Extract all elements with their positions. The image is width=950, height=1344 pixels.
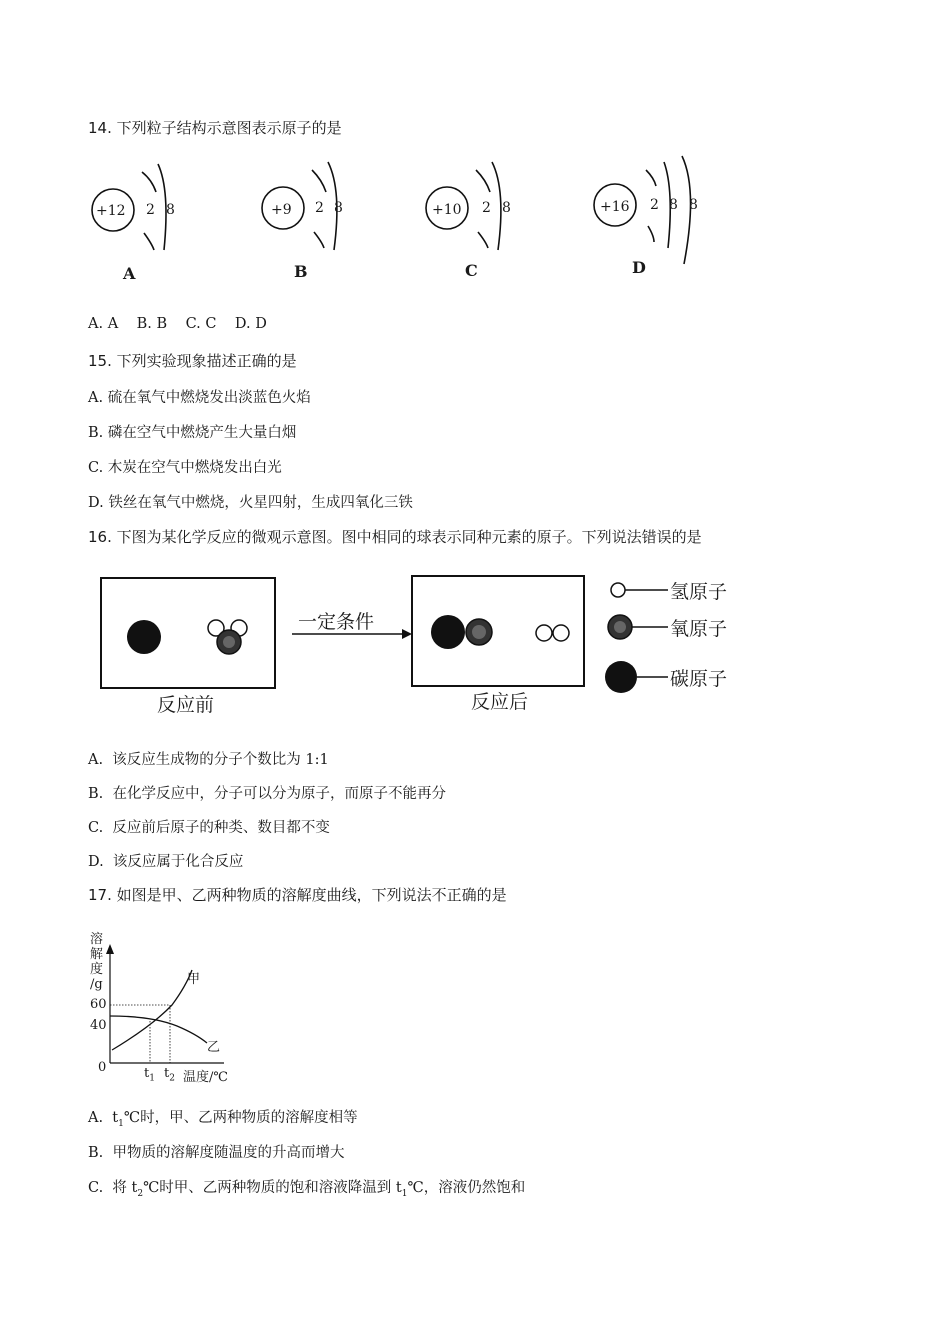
q14-choices: A. A B. B C. C D. D <box>88 316 267 332</box>
hydrogen-atom <box>536 625 552 641</box>
atom-d <box>600 196 630 215</box>
q14-stem: 14. 下列粒子结构示意图表示原子的是 <box>88 119 342 137</box>
shell-1: 2 <box>482 200 491 216</box>
arrow-head <box>402 629 412 639</box>
q16-option-d: D. 该反应属于化合反应 <box>88 854 244 870</box>
y-axis-label <box>90 932 106 992</box>
q16-option-b: B. 在化学反应中，分子可以分为原子，而原子不能再分 <box>88 786 446 802</box>
legend-carbon-label: 碳原子 <box>670 668 728 690</box>
q15-option-b: B. 磷在空气中燃烧产生大量白烟 <box>88 425 297 441</box>
y-axis-label-char: 溶 <box>90 932 104 947</box>
atom-a <box>96 200 126 219</box>
arrow-condition-label: 一定条件 <box>298 611 375 633</box>
q17-option-c: C. 将 $t_2℃$时甲、乙两种物质的饱和溶液降温到 $t_1℃$，溶液仍然饱和 <box>88 1180 526 1199</box>
series-jia-label: 甲 <box>187 972 201 987</box>
shell-2: 8 <box>502 200 511 216</box>
shell-1: 2 <box>146 202 155 218</box>
q17-option-b: B. 甲物质的溶解度随温度的升高而增大 <box>88 1145 345 1161</box>
atom-label: D <box>632 258 646 277</box>
before-box <box>101 578 275 688</box>
oxygen-atom-core <box>223 636 235 648</box>
atom-label: A <box>123 264 136 283</box>
y-tick-60: 60 <box>90 997 107 1012</box>
q17-stem: 17. 如图是甲、乙两种物质的溶解度曲线，下列说法不正确的是 <box>88 886 507 904</box>
nucleus-charge: +12 <box>96 203 126 219</box>
nucleus-charge: +9 <box>271 202 292 218</box>
y-axis-label-char: /g <box>90 977 103 992</box>
q16-stem: 16. 下图为某化学反应的微观示意图。图中相同的球表示同种元素的原子。下列说法错误的是 <box>88 528 702 546</box>
q16-option-a: A. 该反应生成物的分子个数比为 1:1 <box>88 752 329 768</box>
shell-2: 8 <box>166 202 175 218</box>
oxygen-atom-core <box>472 625 486 639</box>
before-label: 反应前 <box>157 694 215 716</box>
legend-hydrogen-label: 氢原子 <box>670 581 728 603</box>
y-axis-label-char: 度 <box>90 962 104 977</box>
nucleus-charge: +16 <box>600 199 630 215</box>
shell-3: 8 <box>689 197 698 213</box>
q16-option-c: C. 反应前后原子的种类、数目都不变 <box>88 820 330 836</box>
q15-option-c: C. 木炭在空气中燃烧发出白光 <box>88 460 282 476</box>
legend-carbon-circle <box>605 661 637 693</box>
carbon-atom <box>431 615 465 649</box>
after-label: 反应后 <box>471 691 529 713</box>
shell-2: 8 <box>334 200 343 216</box>
origin-label: 0 <box>98 1060 107 1075</box>
series-yi-label: 乙 <box>207 1040 221 1055</box>
y-tick-40: 40 <box>90 1018 107 1033</box>
q17-option-a: A. $t_1℃$时，甲、乙两种物质的溶解度相等 <box>88 1110 358 1129</box>
legend-hydrogen-circle <box>611 583 625 597</box>
hydrogen-atom <box>553 625 569 641</box>
nucleus-charge: +10 <box>432 202 462 218</box>
shell-1: 2 <box>650 197 659 213</box>
y-axis-arrow <box>106 944 114 954</box>
q15-option-a: A. 硫在氧气中燃烧发出淡蓝色火焰 <box>88 390 311 406</box>
y-axis-label-char: 解 <box>90 947 104 962</box>
atom-label: B <box>294 262 308 281</box>
q15-stem: 15. 下列实验现象描述正确的是 <box>88 352 297 370</box>
shell-2: 8 <box>669 197 678 213</box>
q17-solubility-chart <box>82 928 252 1088</box>
legend-oxygen-label: 氧原子 <box>670 618 728 640</box>
atom-b <box>271 199 292 218</box>
shell-1: 2 <box>315 200 324 216</box>
x-tick-t2: $t_2$ <box>164 1066 175 1084</box>
x-axis-label: 温度/℃ <box>183 1070 228 1085</box>
atom-c <box>432 199 462 218</box>
carbon-atom <box>127 620 161 654</box>
series-yi-line <box>110 1016 207 1043</box>
q15-option-d: D. 铁丝在氧气中燃烧，火星四射，生成四氧化三铁 <box>88 495 413 511</box>
atom-label: C <box>465 261 478 280</box>
x-tick-t1: $t_1$ <box>144 1066 155 1084</box>
series-jia-line <box>112 970 192 1050</box>
